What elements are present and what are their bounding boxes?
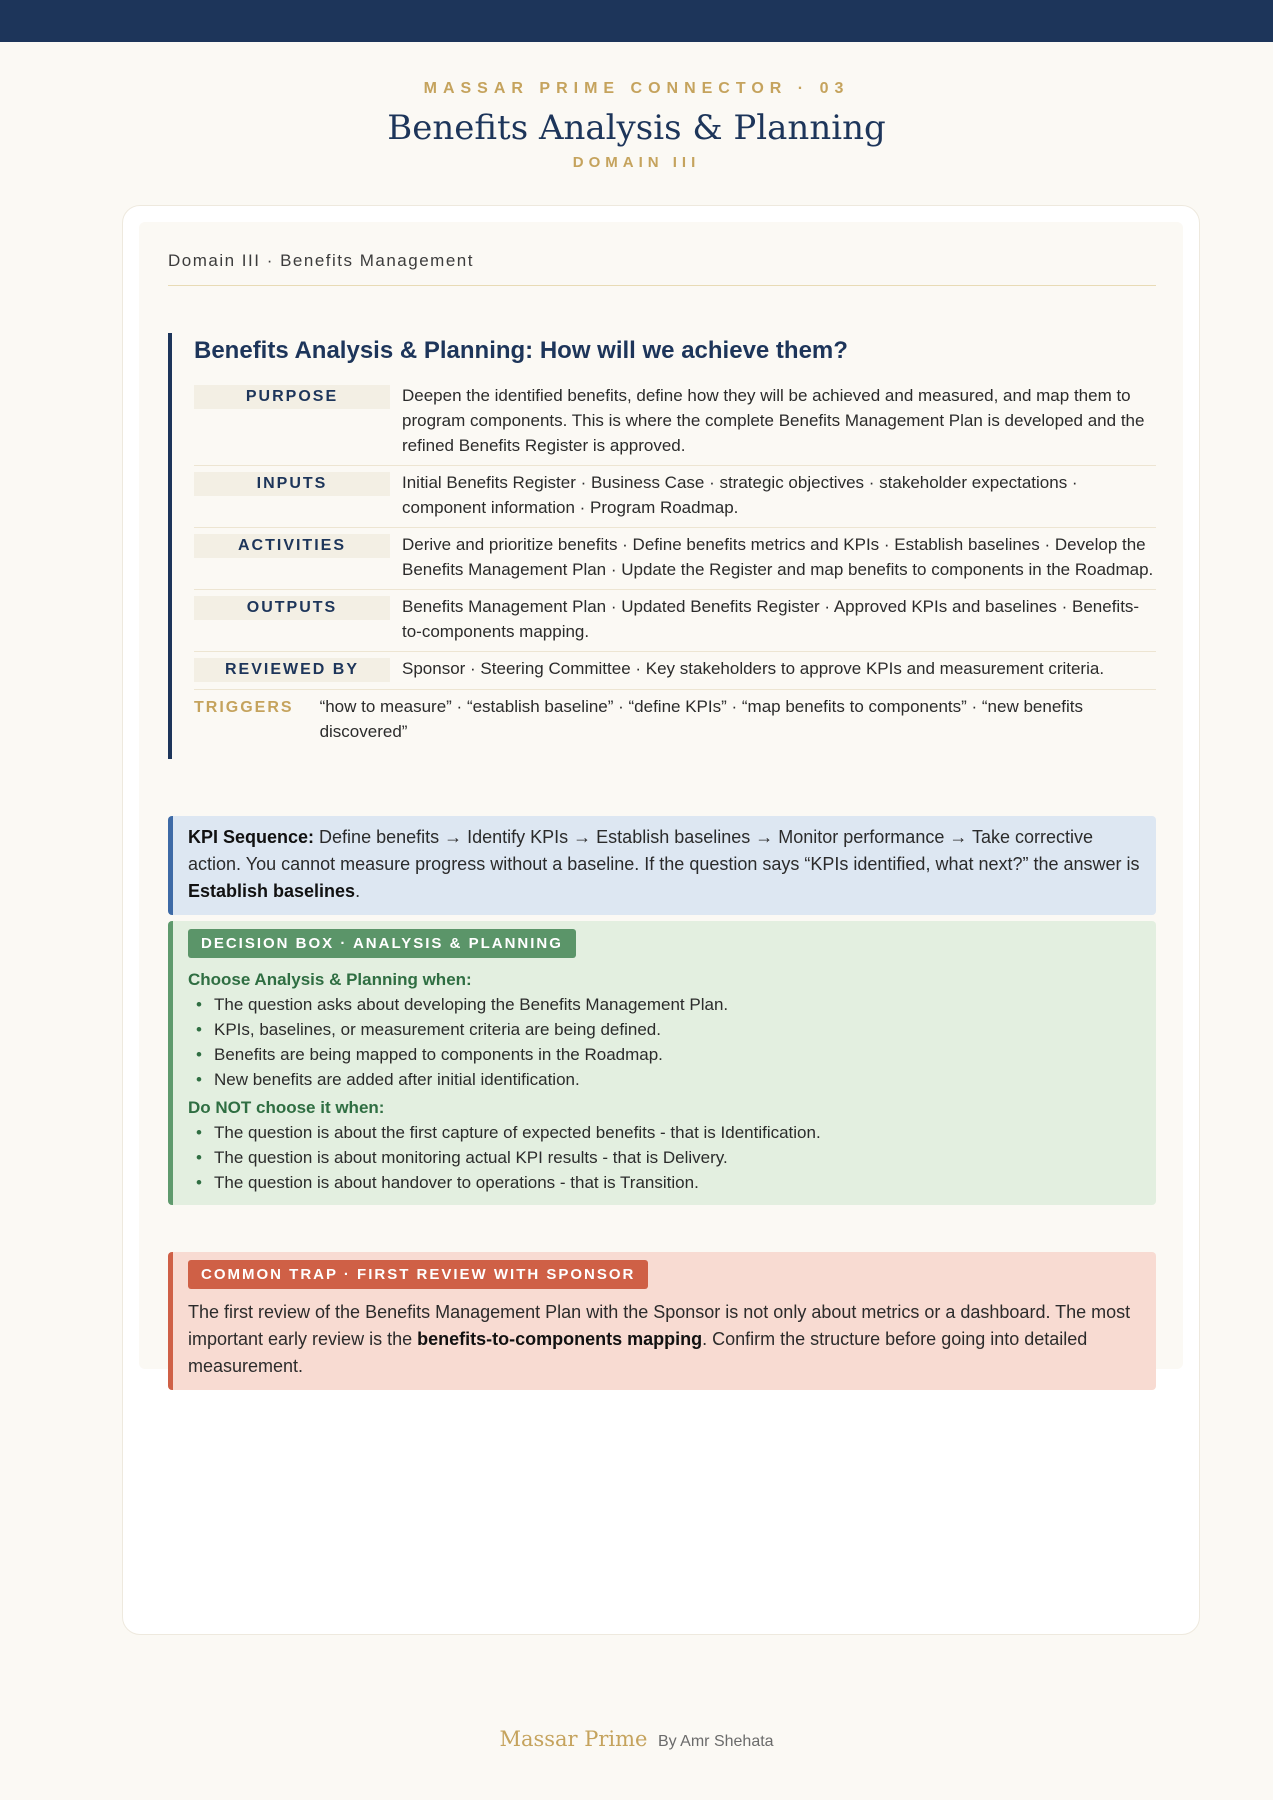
top-bar xyxy=(0,0,1273,42)
kpi-tail: . xyxy=(355,881,361,901)
trap-text xyxy=(188,1299,1142,1380)
decision-box xyxy=(168,921,1156,1205)
common-trap-box xyxy=(168,1252,1156,1390)
row-value: Sponsor · Steering Committee · Key stakeholders to approve KPIs and measurement criteria. xyxy=(402,659,1105,678)
inputs-row xyxy=(194,466,1156,528)
avoid-heading: Do NOT choose it when: xyxy=(188,1098,385,1117)
choose-list xyxy=(188,992,1142,1092)
row-label: OUTPUTS xyxy=(194,596,390,620)
row-value: Derive and prioritize benefits · Define benefits metrics and KPIs · Establish baselines · Develop the Benefits Management Plan · Update the Register and map benefits to components in the Roadmap. xyxy=(402,535,1154,579)
list-item: • The question asks about developing the Benefits Management Plan. xyxy=(196,992,1142,1017)
row-value: Initial Benefits Register · Business Case · strategic objectives · stakeholder expectations · component information · Program Roadmap. xyxy=(402,473,1078,517)
kpi-lead: KPI Sequence: xyxy=(188,827,315,847)
decision-badge: DECISION BOX · ANALYSIS & PLANNING xyxy=(188,929,576,958)
activities-row xyxy=(194,528,1156,590)
row-label: PURPOSE xyxy=(194,385,390,409)
trap-emphasis: benefits-to-components mapping xyxy=(417,1329,703,1349)
section-title: Benefits Analysis & Planning: How will we achieve them? xyxy=(194,337,848,364)
list-item: • KPIs, baselines, or measurement criteria are being defined. xyxy=(196,1017,1142,1042)
eyebrow: MASSAR PRIME CONNECTOR · 03 xyxy=(423,80,850,97)
footer-brand: Massar Prime xyxy=(499,1727,648,1751)
list-item: • The question is about handover to operations - that is Transition. xyxy=(196,1170,1142,1195)
list-item: • The question is about monitoring actual KPI results - that is Delivery. xyxy=(196,1145,1142,1170)
trap-badge: COMMON TRAP · FIRST REVIEW WITH SPONSOR xyxy=(188,1260,648,1289)
outputs-row xyxy=(194,590,1156,652)
row-label: REVIEWED BY xyxy=(194,658,390,682)
process-section xyxy=(168,333,1156,759)
triggers-label: TRIGGERS xyxy=(194,699,294,716)
choose-heading: Choose Analysis & Planning when: xyxy=(188,970,472,989)
breadcrumb: Domain III · Benefits Management xyxy=(168,251,1156,286)
row-label: INPUTS xyxy=(194,472,390,496)
footer xyxy=(0,1727,1273,1751)
page-subtitle: DOMAIN III xyxy=(572,154,701,171)
content-card xyxy=(122,205,1200,1635)
kpi-sequence-callout xyxy=(168,816,1156,915)
row-label: ACTIVITIES xyxy=(194,534,390,558)
reviewed-by-row xyxy=(194,652,1156,690)
page-title: Benefits Analysis & Planning xyxy=(387,108,886,148)
purpose-row xyxy=(194,379,1156,466)
kpi-text: Define benefits → Identify KPIs → Establish baselines → Monitor performance → Take corrective action. You cannot measure progress without a baseline. If the question says “KPIs identified, what next?” the answer is xyxy=(188,827,1140,874)
kpi-emphasis: Establish baselines xyxy=(188,881,356,901)
row-value: Benefits Management Plan · Updated Benefits Register · Approved KPIs and baselines · Benefits-to-components mapping. xyxy=(402,597,1140,641)
trap-text-2: . Confirm the structure before going into detailed measurement. xyxy=(188,1329,1088,1376)
list-item: • New benefits are added after initial identification. xyxy=(196,1067,1142,1092)
row-value: Deepen the identified benefits, define how they will be achieved and measured, and map them to program components. This is where the complete Benefits Management Plan is developed and the refined Benefits Register is approved. xyxy=(402,386,1145,455)
list-item: • The question is about the first capture of expected benefits - that is Identification. xyxy=(196,1120,1142,1145)
triggers-value: “how to measure” · “establish baseline” · “define KPIs” · “map benefits to components” · “new benefits discovered” xyxy=(319,697,1084,741)
triggers-row xyxy=(194,690,1156,751)
trap-text-1: The first review of the Benefits Management Plan with the Sponsor is not only about metrics or a dashboard. The most important early review is the xyxy=(188,1302,1131,1349)
footer-byline: By Amr Shehata xyxy=(657,1733,774,1750)
list-item: • Benefits are being mapped to components in the Roadmap. xyxy=(196,1042,1142,1067)
avoid-list xyxy=(188,1120,1142,1195)
